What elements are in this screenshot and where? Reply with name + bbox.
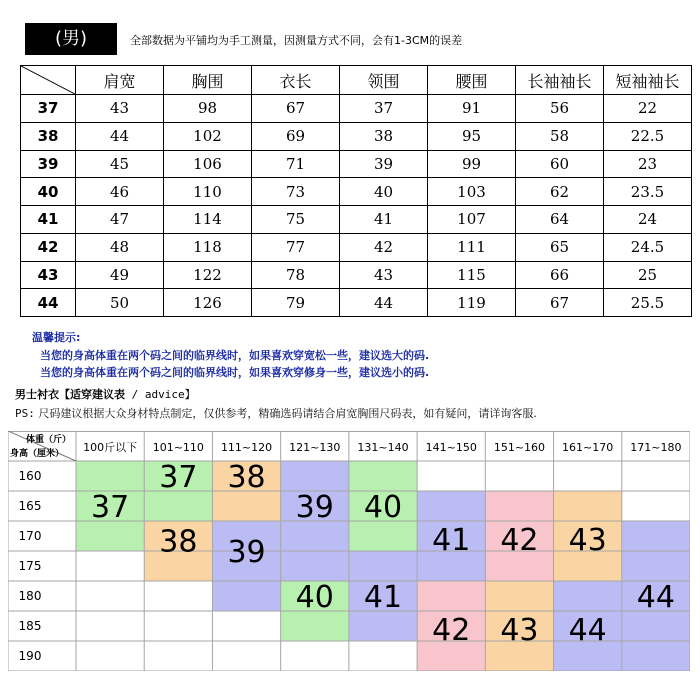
- size-label-38: 38: [159, 524, 198, 560]
- gender-label: (男): [25, 23, 117, 55]
- measure-cell: 58: [516, 122, 604, 150]
- corner-cell: [21, 66, 76, 95]
- measure-cell: 22.5: [604, 122, 692, 150]
- height-header: 180: [18, 589, 42, 603]
- ps-note: [15, 405, 537, 421]
- size-label: 40: [21, 178, 76, 206]
- measure-cell: 62: [516, 178, 604, 206]
- fit-grid: [8, 431, 690, 671]
- measure-cell: 37: [340, 95, 428, 123]
- measure-cell: 99: [428, 150, 516, 178]
- size-label: 41: [21, 206, 76, 234]
- weight-header: 161~170: [562, 441, 614, 454]
- size-label: 42: [21, 233, 76, 261]
- measure-cell: 110: [164, 178, 252, 206]
- measure-cell: 49: [76, 261, 164, 289]
- measure-cell: 44: [76, 122, 164, 150]
- measure-cell: 103: [428, 178, 516, 206]
- weight-header: 100斤以下: [83, 441, 138, 454]
- size-label-43: 43: [568, 523, 607, 558]
- size-label-39: 39: [295, 490, 334, 525]
- size-label-37: 37: [91, 490, 130, 525]
- measure-cell: 24.5: [604, 233, 692, 261]
- col-header: 短袖袖长: [604, 66, 692, 95]
- weight-header: 121~130: [289, 441, 341, 454]
- size-row: [21, 206, 692, 234]
- measure-cell: 91: [428, 95, 516, 123]
- measure-cell: 56: [516, 95, 604, 123]
- size-label-38: 38: [227, 460, 266, 495]
- col-header: 肩宽: [76, 66, 164, 95]
- measure-cell: 118: [164, 233, 252, 261]
- measure-cell: 24: [604, 206, 692, 234]
- measure-cell: 67: [516, 289, 604, 317]
- size-label-42: 42: [500, 523, 539, 558]
- advice-title-cn: 男士衬衣【适穿建议表: [15, 388, 125, 401]
- size-label-42: 42: [432, 613, 471, 648]
- weight-header: 171~180: [630, 441, 682, 454]
- size-label: 43: [21, 261, 76, 289]
- height-header: 160: [18, 469, 42, 483]
- size-label-43: 43: [500, 613, 539, 648]
- measure-note: 全部数据为平铺均为手工测量，因测量方式不同，会有1-3CM的误差: [130, 34, 463, 47]
- size-row: [21, 150, 692, 178]
- measure-cell: 50: [76, 289, 164, 317]
- measure-cell: 115: [428, 261, 516, 289]
- measure-cell: 39: [340, 150, 428, 178]
- measure-cell: 42: [340, 233, 428, 261]
- measure-cell: 40: [340, 178, 428, 206]
- height-header: 170: [18, 529, 42, 543]
- size-label-39: 39: [227, 535, 266, 570]
- measure-cell: 23.5: [604, 178, 692, 206]
- measure-cell: 38: [340, 122, 428, 150]
- size-table-header: [21, 66, 692, 95]
- col-header: 长袖袖长: [516, 66, 604, 95]
- size-label-44: 44: [636, 580, 675, 615]
- measure-cell: 102: [164, 122, 252, 150]
- col-header: 领围: [340, 66, 428, 95]
- measure-cell: 65: [516, 233, 604, 261]
- ps-label: PS:: [15, 407, 35, 420]
- size-label-40: 40: [295, 580, 334, 615]
- height-header: 185: [18, 619, 42, 633]
- measure-cell: 43: [76, 95, 164, 123]
- corner-weight-label: 体重（斤）: [26, 435, 72, 445]
- size-row: [21, 233, 692, 261]
- advice-title-en: / advice】: [125, 388, 196, 401]
- measure-cell: 25.5: [604, 289, 692, 317]
- size-row: [21, 178, 692, 206]
- weight-header: 141~150: [425, 441, 477, 454]
- measure-cell: 75: [252, 206, 340, 234]
- size-label: 39: [21, 150, 76, 178]
- tip-line-1: 当您的身高体重在两个码之间的临界线时，如果喜欢穿宽松一些，建议选大的码.: [40, 349, 430, 362]
- measure-cell: 71: [252, 150, 340, 178]
- advice-title: [15, 386, 196, 402]
- col-header: 衣长: [252, 66, 340, 95]
- measure-cell: 114: [164, 206, 252, 234]
- size-label-44: 44: [568, 613, 607, 648]
- measure-cell: 22: [604, 95, 692, 123]
- measure-cell: 78: [252, 261, 340, 289]
- size-label: 37: [21, 95, 76, 123]
- size-row: [21, 122, 692, 150]
- tips-title: 温馨提示:: [32, 331, 81, 344]
- measure-cell: 77: [252, 233, 340, 261]
- measure-cell: 41: [340, 206, 428, 234]
- measure-cell: 67: [252, 95, 340, 123]
- size-label-41: 41: [363, 580, 403, 615]
- tip-line-2: 当您的身高体重在两个码之间的临界线时，如果喜欢穿修身一些，建议选小的码.: [40, 366, 430, 379]
- measure-cell: 98: [164, 95, 252, 123]
- measure-cell: 44: [340, 289, 428, 317]
- size-label: 38: [21, 122, 76, 150]
- height-header: 190: [18, 649, 42, 663]
- measure-cell: 69: [252, 122, 340, 150]
- size-label-37: 37: [159, 460, 198, 495]
- size-table: [20, 65, 692, 317]
- size-label-40: 40: [363, 490, 403, 525]
- measure-cell: 64: [516, 206, 604, 234]
- measure-cell: 23: [604, 150, 692, 178]
- size-row: [21, 289, 692, 317]
- size-label-41: 41: [432, 523, 471, 558]
- weight-header: 131~140: [357, 441, 409, 454]
- height-header: 165: [18, 499, 42, 513]
- measure-cell: 107: [428, 206, 516, 234]
- measure-cell: 45: [76, 150, 164, 178]
- measure-cell: 126: [164, 289, 252, 317]
- weight-header: 111~120: [220, 441, 273, 454]
- col-header: 腰围: [428, 66, 516, 95]
- ps-text: 尺码建议根据大众身材特点制定，仅供参考，精确选码请结合肩宽胸围尺码表，如有疑问，请详询客服.: [34, 407, 537, 420]
- size-row: [21, 95, 692, 123]
- corner-height-label: 身高（厘米）: [10, 449, 65, 459]
- measure-cell: 106: [164, 150, 252, 178]
- measure-cell: 66: [516, 261, 604, 289]
- measure-cell: 48: [76, 233, 164, 261]
- measure-cell: 79: [252, 289, 340, 317]
- measure-cell: 95: [428, 122, 516, 150]
- measure-cell: 46: [76, 178, 164, 206]
- measure-cell: 122: [164, 261, 252, 289]
- measure-cell: 60: [516, 150, 604, 178]
- col-header: 胸围: [164, 66, 252, 95]
- measure-cell: 25: [604, 261, 692, 289]
- size-row: [21, 261, 692, 289]
- weight-header: 151~160: [493, 441, 546, 454]
- measure-cell: 47: [76, 206, 164, 234]
- measure-cell: 119: [428, 289, 516, 317]
- measure-cell: 111: [428, 233, 516, 261]
- size-label: 44: [21, 289, 76, 317]
- height-header: 175: [18, 559, 42, 573]
- weight-header: 101~110: [152, 441, 204, 454]
- measure-cell: 43: [340, 261, 428, 289]
- measure-cell: 73: [252, 178, 340, 206]
